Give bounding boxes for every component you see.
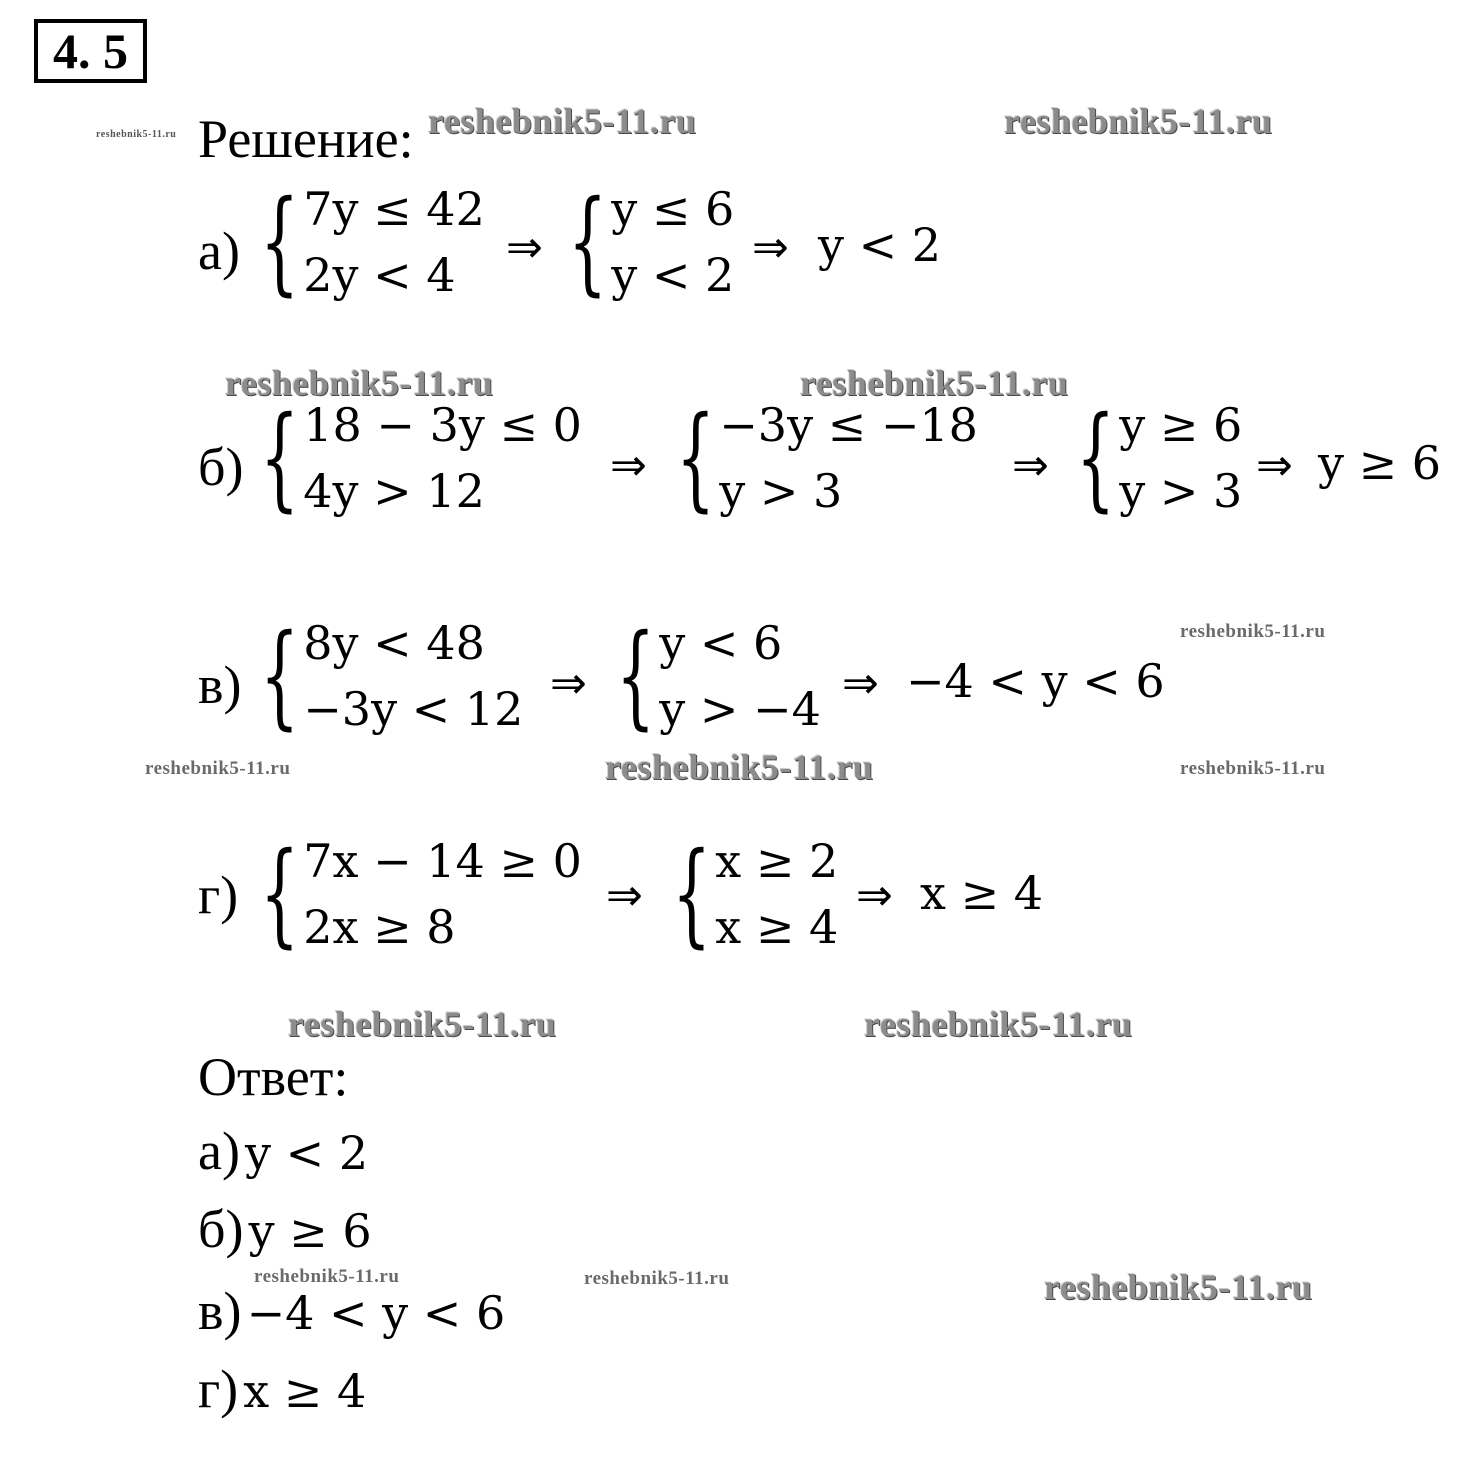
system-a2 [566, 176, 734, 308]
watermark: reshebnik5-11.ru [864, 1004, 1133, 1044]
implies-arrow: ⇒ [1012, 440, 1049, 491]
answer-item-label: г) [198, 1359, 239, 1419]
system-b2 [674, 392, 978, 524]
watermark: reshebnik5-11.ru [605, 747, 874, 787]
answer-item-value: y ≥ 6 [248, 1204, 372, 1258]
result-a: y < 2 [818, 218, 942, 272]
answer-item-label: а) [198, 1121, 240, 1181]
answer-item [198, 1199, 372, 1259]
answer-item-value: x ≥ 4 [243, 1364, 367, 1418]
watermark: reshebnik5-11.ru [584, 1268, 730, 1289]
inequality: y < 2 [611, 248, 735, 302]
inequality: −3y ≤ −18 [719, 398, 978, 452]
watermark: reshebnik5-11.ru [800, 363, 1069, 403]
brace: { [260, 393, 300, 523]
answer-item-label: б) [198, 1199, 244, 1259]
inequality: 8y < 48 [303, 616, 485, 670]
answer-item [198, 1281, 506, 1341]
inequality: 2y < 4 [303, 248, 456, 302]
result-b: y ≥ 6 [1318, 436, 1442, 490]
part-label-b: б) [198, 437, 244, 497]
watermark: reshebnik5-11.ru [1004, 101, 1273, 141]
brace: { [568, 177, 608, 307]
inequality: x ≥ 4 [715, 900, 839, 954]
watermark: reshebnik5-11.ru [1180, 621, 1326, 642]
implies-arrow: ⇒ [506, 222, 543, 273]
implies-arrow: ⇒ [752, 222, 789, 273]
watermark: reshebnik5-11.ru [1180, 758, 1326, 779]
system-g1 [258, 828, 582, 960]
answer-item-label: в) [198, 1281, 242, 1341]
implies-arrow: ⇒ [606, 870, 643, 921]
answer-item [198, 1359, 367, 1419]
answer-item-value: −4 < y < 6 [246, 1286, 506, 1340]
inequality: 4y > 12 [303, 464, 485, 518]
problem-number: 4. 5 [34, 19, 147, 83]
inequality: y ≥ 6 [1119, 398, 1243, 452]
watermark: reshebnik5-11.ru [288, 1004, 557, 1044]
implies-arrow: ⇒ [550, 658, 587, 709]
part-label-g: г) [198, 865, 239, 925]
result-v: −4 < y < 6 [906, 654, 1165, 708]
answer-label: Ответ: [198, 1047, 349, 1107]
system-v2 [614, 610, 821, 742]
implies-arrow: ⇒ [856, 870, 893, 921]
inequality: 7x − 14 ≥ 0 [303, 834, 582, 888]
watermark: reshebnik5-11.ru [225, 363, 494, 403]
part-label-a: а) [198, 221, 240, 281]
watermark: reshebnik5-11.ru [254, 1266, 400, 1287]
brace: { [672, 829, 712, 959]
watermark: reshebnik5-11.ru [145, 758, 291, 779]
inequality: 7y ≤ 42 [303, 182, 485, 236]
result-g: x ≥ 4 [920, 866, 1043, 920]
answer-item-value: y < 2 [245, 1126, 369, 1180]
inequality: y > 3 [1119, 464, 1243, 518]
system-a1 [258, 176, 485, 308]
brace: { [260, 177, 300, 307]
inequality: x ≥ 2 [715, 834, 839, 888]
inequality: 2x ≥ 8 [303, 900, 456, 954]
brace: { [676, 393, 716, 523]
part-label-v: в) [198, 655, 242, 715]
inequality: y > 3 [719, 464, 843, 518]
inequality: y > −4 [659, 682, 821, 736]
implies-arrow: ⇒ [1256, 440, 1293, 491]
system-g2 [670, 828, 838, 960]
watermark: reshebnik5-11.ru [1044, 1267, 1313, 1307]
brace: { [260, 611, 300, 741]
watermark: reshebnik5-11.ru [96, 129, 177, 140]
watermark: reshebnik5-11.ru [428, 101, 697, 141]
implies-arrow: ⇒ [610, 440, 647, 491]
implies-arrow: ⇒ [842, 658, 879, 709]
system-v1 [258, 610, 523, 742]
brace: { [1076, 393, 1116, 523]
brace: { [616, 611, 656, 741]
solution-label: Решение: [198, 109, 414, 169]
system-b3 [1074, 392, 1242, 524]
inequality: −3y < 12 [303, 682, 524, 736]
inequality: y < 6 [659, 616, 783, 670]
answer-item [198, 1121, 369, 1181]
brace: { [260, 829, 300, 959]
inequality: y ≤ 6 [611, 182, 735, 236]
system-b1 [258, 392, 582, 524]
inequality: 18 − 3y ≤ 0 [303, 398, 582, 452]
